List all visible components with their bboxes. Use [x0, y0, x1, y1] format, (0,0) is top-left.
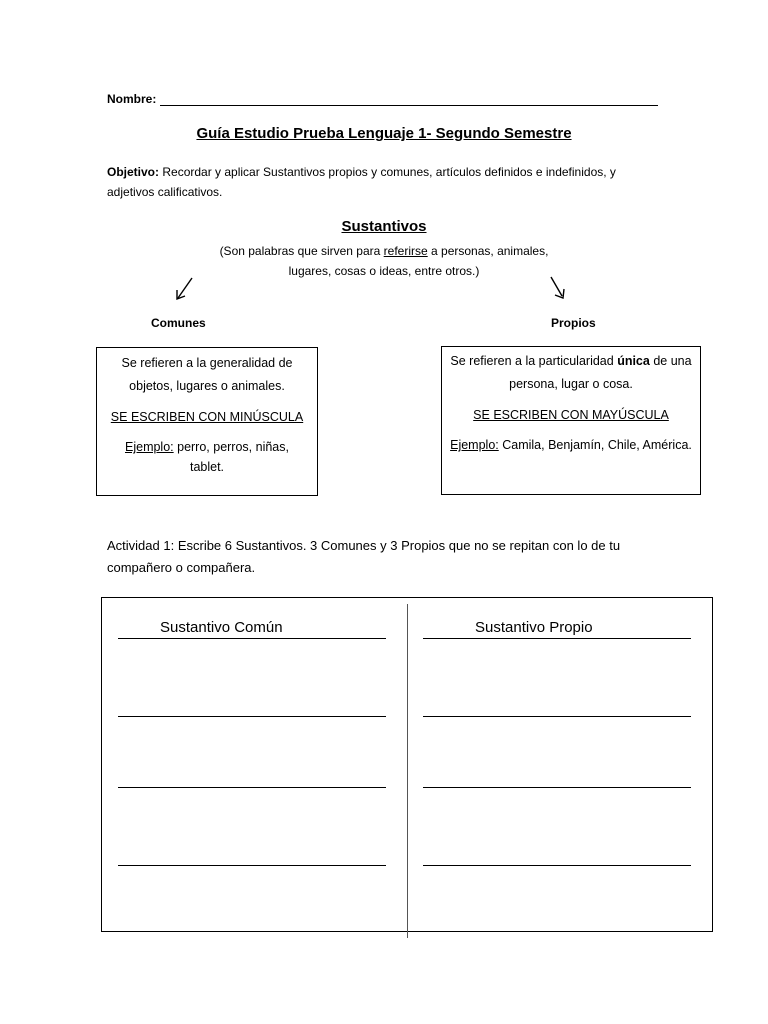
comunes-example-label: Ejemplo:	[125, 440, 174, 454]
propios-definition-box	[441, 346, 701, 495]
objetivo-paragraph	[107, 162, 667, 202]
objetivo-label: Objetivo:	[107, 165, 160, 179]
header-underline-comun	[118, 638, 386, 639]
propios-example-label: Ejemplo:	[450, 438, 499, 452]
propios-rule: SE ESCRIBEN CON MAYÚSCULA	[473, 408, 669, 422]
actividad-instructions: Actividad 1: Escribe 6 Sustantivos. 3 Comunes y 3 Propios que no se repitan con lo de tu compañero o compañera.	[107, 538, 621, 575]
propios-desc-post: de una persona, lugar o cosa.	[509, 354, 692, 391]
answer-line-comun-3[interactable]	[118, 865, 386, 866]
propios-label: Propios	[551, 316, 596, 330]
column-header-comun: Sustantivo Común	[160, 619, 283, 636]
propios-desc-pre: Se refieren a la particularidad	[450, 354, 618, 368]
answer-line-propio-2[interactable]	[423, 787, 691, 788]
objetivo-text-1: Recordar y aplicar Sustantivos propios y comunes, artículos definidos e indefinidos, y	[159, 165, 616, 179]
sustantivos-desc-underlined: referirse	[383, 244, 428, 258]
answer-line-propio-1[interactable]	[423, 716, 691, 717]
answer-line-comun-1[interactable]	[118, 716, 386, 717]
sustantivos-description	[0, 241, 768, 281]
page-title: Guía Estudio Prueba Lenguaje 1- Segundo Semestre	[196, 125, 572, 142]
table-column-divider	[407, 604, 408, 938]
sustantivos-heading: Sustantivos	[341, 218, 427, 235]
arrow-down-left-icon	[172, 274, 202, 304]
nombre-blank-line[interactable]	[160, 105, 658, 106]
propios-example-text: Camila, Benjamín, Chile, América.	[498, 438, 692, 452]
answer-line-propio-3[interactable]	[423, 865, 691, 866]
propios-desc-bold: única	[617, 354, 650, 368]
propios-example	[450, 435, 692, 455]
comunes-description: Se refieren a la generalidad de objetos, lugares o animales.	[121, 356, 293, 393]
comunes-example-text: perro, perros, niñas, tablet.	[173, 440, 289, 474]
nombre-label: Nombre:	[107, 92, 157, 106]
comunes-rule: SE ESCRIBEN CON MINÚSCULA	[110, 410, 304, 424]
header-underline-propio	[423, 638, 691, 639]
objetivo-text-2: adjetivos calificativos.	[107, 185, 223, 199]
arrow-down-right-icon	[545, 274, 575, 304]
column-header-propio: Sustantivo Propio	[475, 619, 593, 636]
answer-line-comun-2[interactable]	[118, 787, 386, 788]
propios-description	[450, 350, 692, 396]
sustantivos-desc-post: a personas, animales,	[427, 244, 549, 258]
comunes-example	[107, 437, 307, 477]
sustantivos-desc-pre: (Son palabras que sirven para	[219, 244, 384, 258]
comunes-definition-box	[96, 347, 318, 496]
comunes-label: Comunes	[151, 316, 206, 330]
sustantivos-desc-line2: lugares, cosas o ideas, entre otros.)	[288, 264, 480, 278]
